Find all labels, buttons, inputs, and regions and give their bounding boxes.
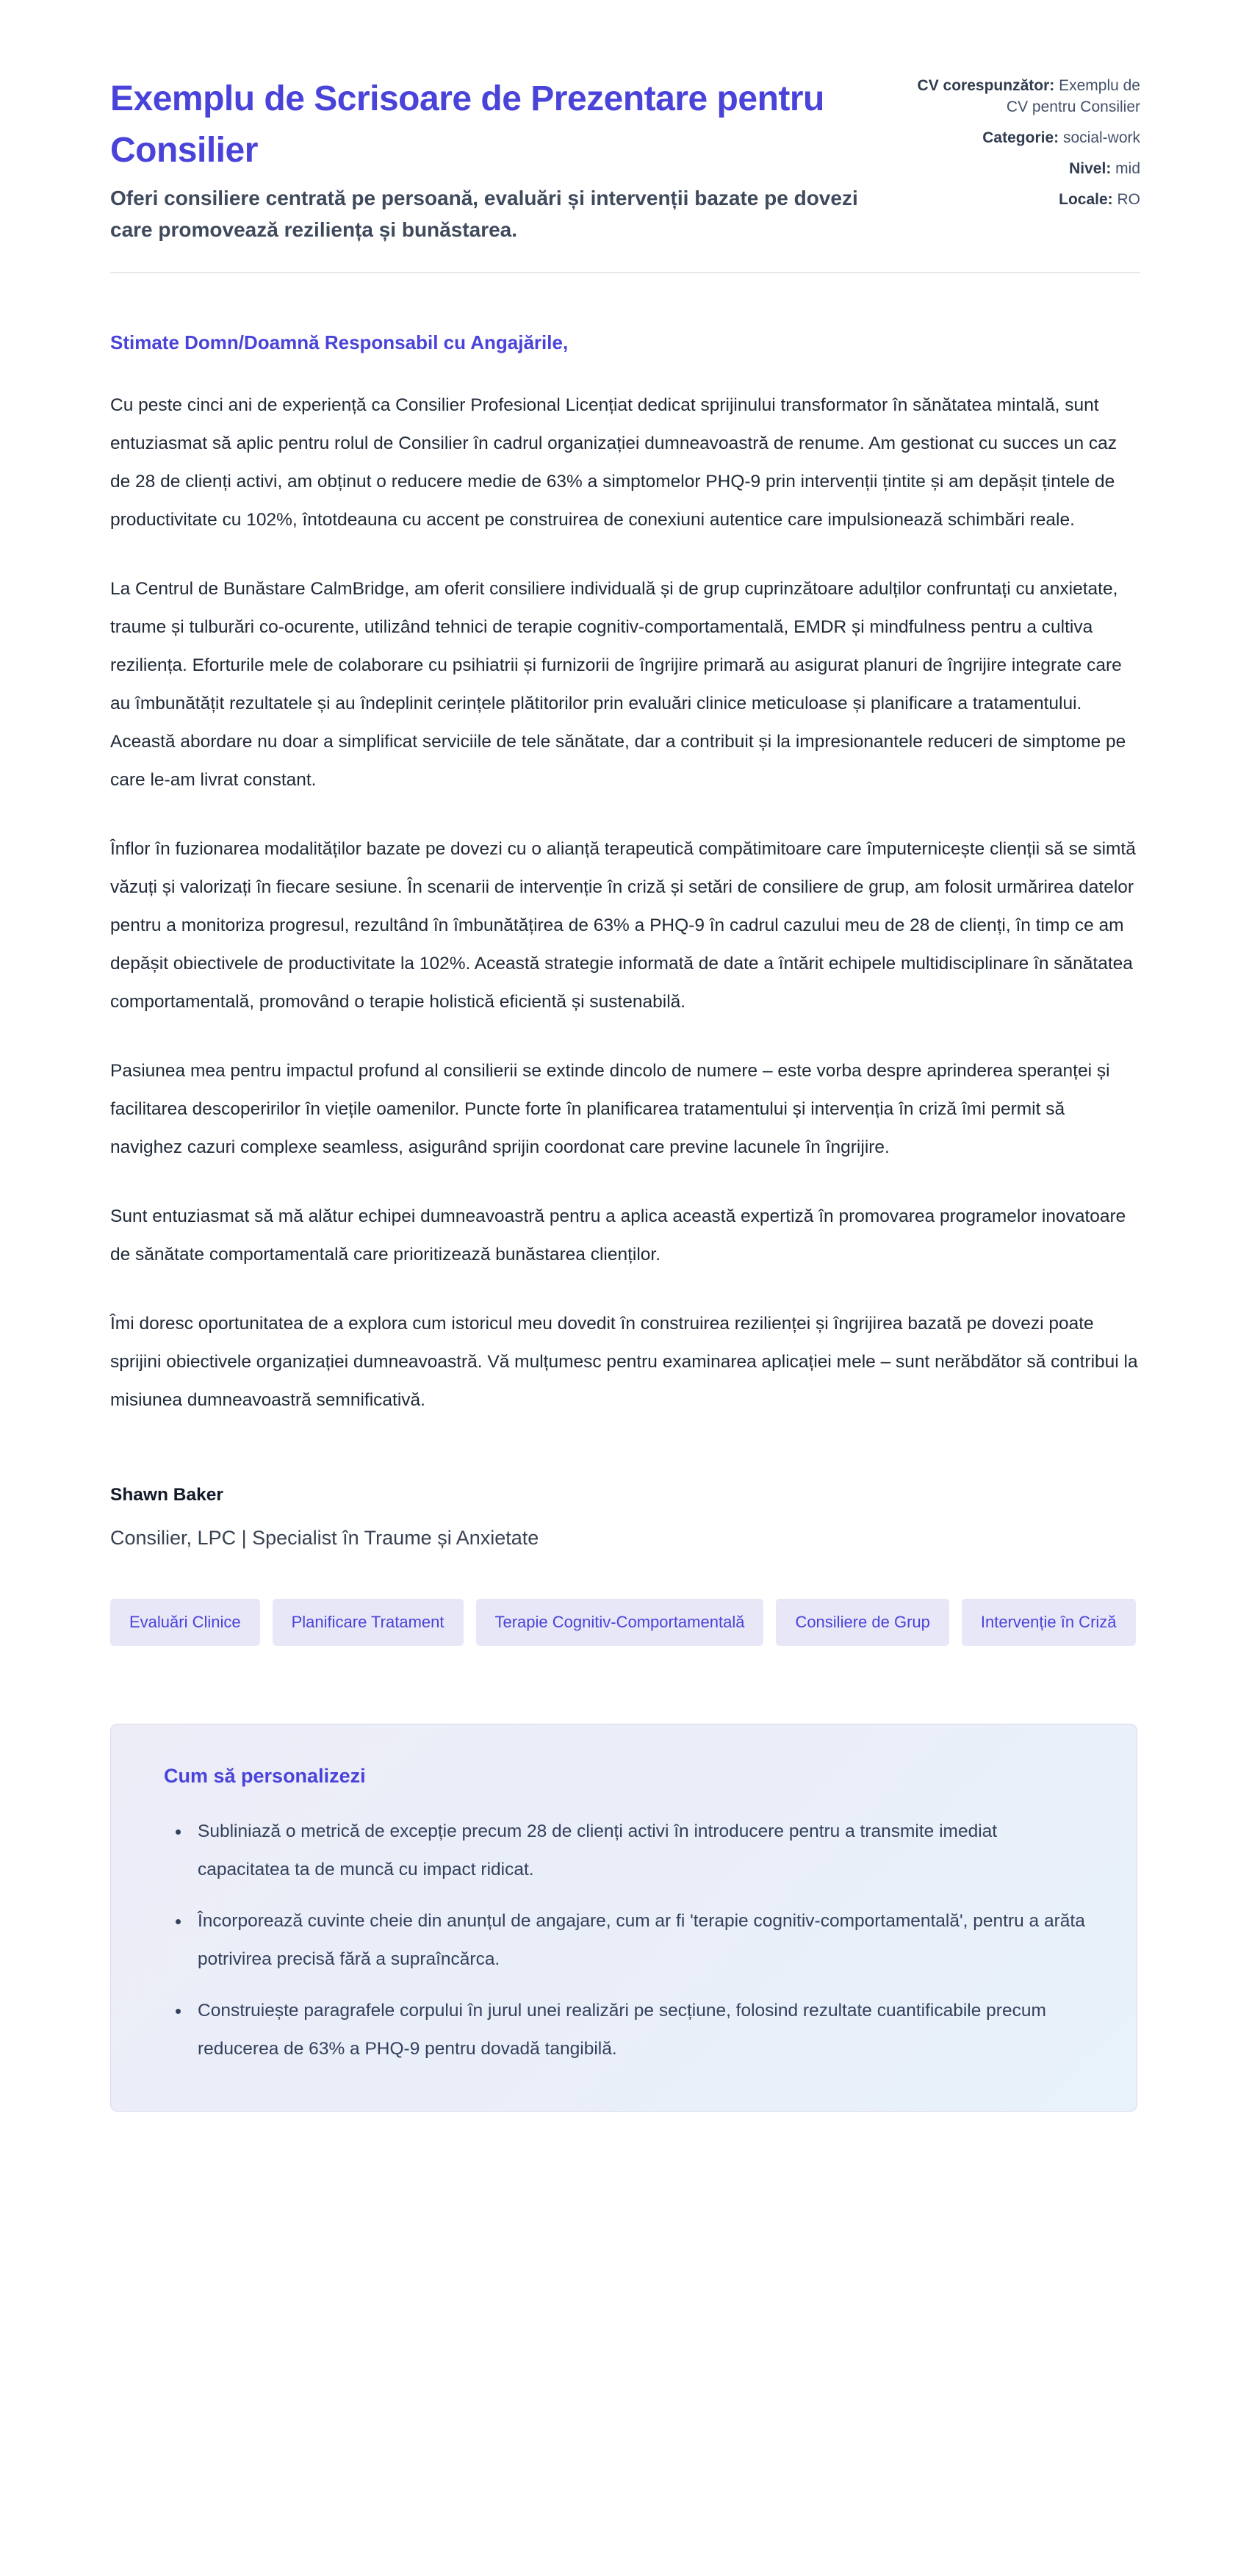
signature-role: Consilier, LPC | Specialist în Traume și Anxietate [110, 1527, 539, 1549]
letter-paragraph: Sunt entuziasmat să mă alătur echipei dumneavoastră pentru a aplica această expertiză în promovarea programelor inovatoare de sănătate comportamentală care prioritizează bunăstarea clienților. [110, 1206, 1126, 1264]
letter-paragraph: Cu peste cinci ani de experiență ca Consilier Profesional Licențiat dedicat sprijinului transformator în sănătatea mintală, sunt entuziasmat să aplic pentru rolul de Consilier în cadrul organizației dumneavoastră de renume. Am gestionat cu succes un caz de 28 de clienți activi, am obținut o reducere medie de 63% a simptomelor PHQ-9 prin intervenții țintite și am depășit țintele de productivitate cu 102%, întotdeauna cu accent pe construirea de conexiuni autentice care impulsionează schimbări reale. [110, 395, 1117, 530]
meta-panel [898, 73, 1140, 220]
meta-locale [898, 189, 1140, 210]
callout-bullet: • Subliniază o metrică de excepție precum 28 de clienți activi în introducere pentru a transmite imediat capacitatea ta de muncă cu impact ridicat. [190, 1813, 1085, 1889]
meta-level-label: Nivel: [1069, 160, 1112, 177]
page-subtitle: Oferi consiliere centrată pe persoană, evaluări și intervenții bazate pe dovezi care promovează reziliența și bunăstarea. [110, 187, 858, 241]
skill-tag: Intervenție în Criză [962, 1599, 1136, 1646]
meta-locale-value: RO [1117, 191, 1140, 208]
title-block [110, 73, 868, 245]
meta-cv-label: CV corespunzător: [917, 77, 1055, 94]
letter-body [110, 329, 1140, 1420]
callout-title: Cum să personalizezi [164, 1765, 366, 1787]
signature-block [110, 1483, 1140, 1552]
callout-list [164, 1813, 1085, 2068]
page-title: Exemplu de Scrisoare de Prezentare pentru Consilier [110, 79, 824, 170]
meta-cv-value: Exemplu de CV pentru Consilier [1006, 77, 1140, 115]
skill-tag: Consiliere de Grup [776, 1599, 949, 1646]
letter-paragraph: Înflor în fuzionarea modalităților bazate pe dovezi cu o alianță terapeutică compătimitoare care împuternicește clienții să se simtă văzuți și valorizați în fiecare sesiune. În scenarii de intervenție în criză și setări de consiliere de grup, am folosit urmărirea datelor pentru a monitoriza progresul, rezultând în îmbunătățirea de 63% a PHQ-9 în cadrul cazului meu de 28 de clienți, în timp ce am depășit obiectivele de productivitate la 102%. Această strategie informată de date a întărit echipele multidisciplinare în sănătatea comportamentală, promovând o terapie holistică eficientă și sustenabilă. [110, 839, 1136, 1012]
meta-category-value: social-work [1062, 129, 1140, 146]
callout-bullet: • Încorporează cuvinte cheie din anunțul de angajare, cum ar fi 'terapie cognitiv-comportamentală', pentru a arăta potrivirea precisă fără a supraîncărca. [190, 1902, 1085, 1979]
meta-locale-label: Locale: [1059, 191, 1113, 208]
meta-level-value: mid [1115, 160, 1140, 177]
letter-paragraph: Pasiunea mea pentru impactul profund al consilierii se extinde dincolo de numere – este vorba despre aprinderea speranței și facilitarea descoperirilor în viețile oamenilor. Puncte forte în planificarea tratamentului și intervenția în criză îmi permit să navighez cazuri complexe seamless, asigurând sprijin coordonat care previne lacunele în îngrijire. [110, 1061, 1110, 1157]
letter-paragraph: La Centrul de Bunăstare CalmBridge, am oferit consiliere individuală și de grup cuprinzătoare adulților confruntați cu anxietate, traume și tulburări co-ocurente, utilizând tehnici de terapie cognitiv-comportamentală, EMDR și mindfulness pentru a cultiva reziliența. Eforturile mele de colaborare cu psihiatrii și furnizorii de îngrijire primară au asigurat planuri de îngrijire integrate care au îmbunătățit rezultatele și au îndeplinit cerințele plătitorilor prin evaluări clinice meticuloase și planificare a tratamentului. Această abordare nu doar a simplificat serviciile de tele sănătate, dar a contribuit și la impresionantele reduceri de simptome pe care le-am livrat constant. [110, 579, 1126, 790]
signature-name: Shawn Baker [110, 1485, 223, 1505]
letter-paragraph: Îmi doresc oportunitatea de a explora cum istoricul meu dovedit în construirea rezilienței și îngrijirea bazată pe dovezi poate sprijini obiectivele organizației dumneavoastră. Vă mulțumesc pentru examinarea aplicației mele – sunt nerăbdător să contribui la misiunea dumneavoastră semnificativă. [110, 1314, 1138, 1410]
meta-category-label: Categorie: [982, 129, 1059, 146]
letter-greeting: Stimate Domn/Doamnă Responsabil cu Angajările, [110, 331, 569, 353]
skill-tag: Evaluări Clinice [110, 1599, 260, 1646]
header-divider [110, 272, 1140, 273]
meta-category [898, 127, 1140, 148]
meta-level [898, 158, 1140, 179]
skill-tag: Planificare Tratament [273, 1599, 464, 1646]
skill-tags [110, 1599, 1140, 1646]
page-header [110, 73, 1140, 245]
skill-tag: Terapie Cognitiv-Comportamentală [476, 1599, 764, 1646]
meta-cv [898, 75, 1140, 118]
callout-bullet: • Construiește paragrafele corpului în jurul unei realizări pe secțiune, folosind rezultate cuantificabile precum reducerea de 63% a PHQ-9 pentru dovadă tangibilă. [190, 1992, 1085, 2068]
customization-callout [110, 1724, 1137, 2112]
